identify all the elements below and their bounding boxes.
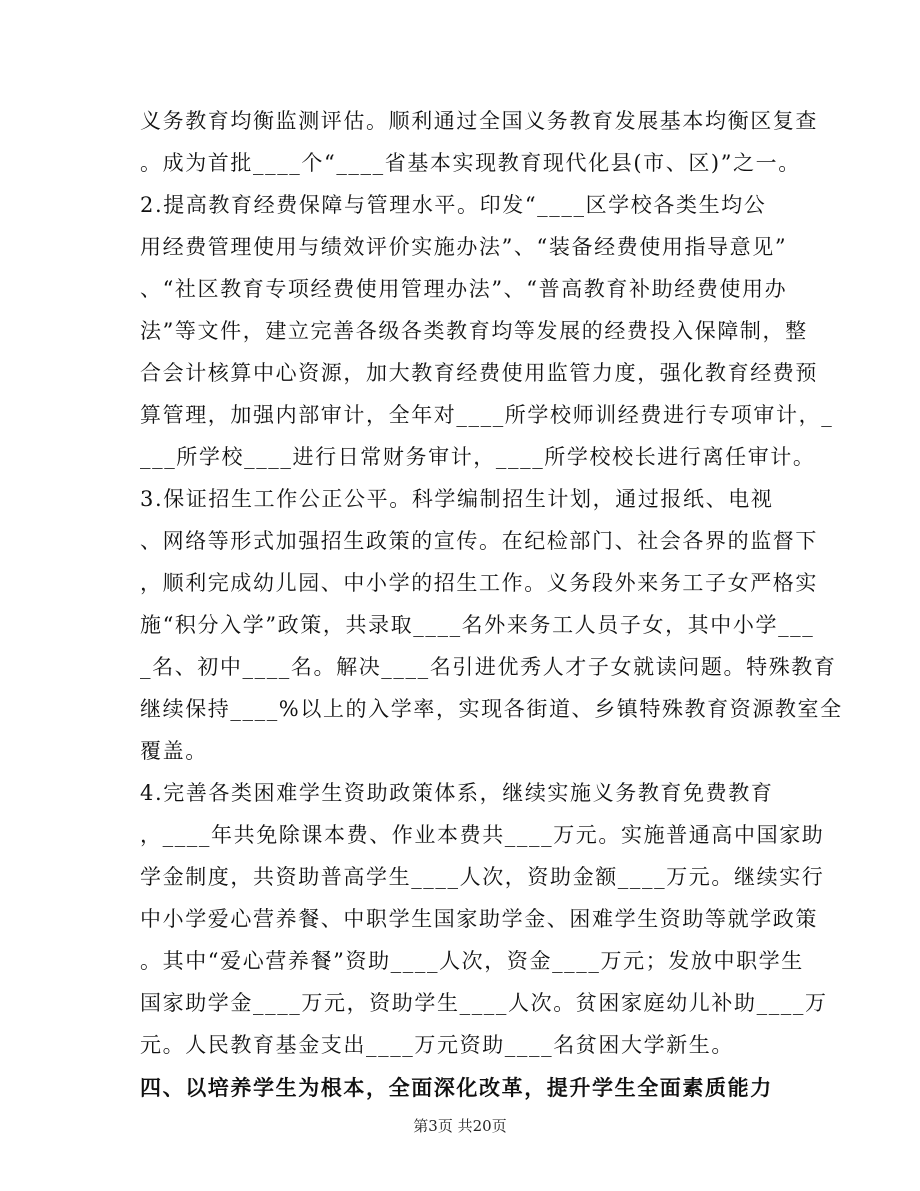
text-line: 义务教育均衡监测评估。顺利通过全国义务教育发展基本均衡区复查 bbox=[140, 109, 818, 133]
page-number-footer: 第3页 共20页 bbox=[413, 1117, 507, 1135]
text-line: 合会计核算中心资源，加大教育经费使用监管力度，强化教育经费预 bbox=[140, 361, 818, 385]
text-line: 。其中“爱心营养餐”资助____人次，资金____万元；发放中职学生 bbox=[140, 949, 804, 973]
text-line: 继续保持____%以上的入学率，实现各街道、乡镇特殊教育资源教室全 bbox=[140, 697, 843, 721]
text-line: 2.提高教育经费保障与管理水平。印发“____区学校各类生均公 bbox=[140, 193, 767, 217]
text-line: 学金制度，共资助普高学生____人次，资助金额____万元。继续实行 bbox=[140, 865, 825, 889]
text-line: 、网络等形式加强招生政策的宣传。在纪检部门、社会各界的监督下 bbox=[140, 529, 818, 553]
text-line: ___所学校____进行日常财务审计，____所学校校长进行离任审计。 bbox=[140, 445, 816, 469]
section-heading: 四、以培养学生为根本，全面深化改革，提升学生全面素质能力 bbox=[140, 1075, 773, 1100]
text-line: 。成为首批____个“____省基本实现教育现代化县(市、区)”之一。 bbox=[140, 151, 801, 175]
text-line: 、“社区教育专项经费使用管理办法”、“普高教育补助经费使用办 bbox=[140, 277, 788, 301]
text-line: 4.完善各类困难学生资助政策体系，继续实施义务教育免费教育 bbox=[140, 781, 774, 805]
text-line: 用经费管理使用与绩效评价实施办法”、“装备经费使用指导意见” bbox=[140, 235, 788, 259]
text-line: 3.保证招生工作公正公平。科学编制招生计划，通过报纸、电视 bbox=[140, 487, 774, 511]
text-line: ，顺利完成幼儿园、中小学的招生工作。义务段外来务工子女严格实 bbox=[140, 571, 818, 595]
text-line: 施“积分入学”政策，共录取____名外来务工人员子女，其中小学___ bbox=[140, 613, 815, 637]
text-line: ，____年共免除课本费、作业本费共____万元。实施普通高中国家助 bbox=[140, 823, 825, 847]
text-line: 法”等文件，建立完善各级各类教育均等发展的经费投入保障制，整 bbox=[140, 319, 808, 343]
text-line: 算管理，加强内部审计，全年对____所学校师训经费进行专项审计，_ bbox=[140, 403, 834, 427]
text-line: 国家助学金____万元，资助学生____人次。贫困家庭幼儿补助____万 bbox=[140, 991, 828, 1015]
text-line: 中小学爱心营养餐、中职学生国家助学金、困难学生资助等就学政策 bbox=[140, 907, 818, 931]
text-line: 覆盖。 bbox=[140, 739, 208, 763]
text-line: 元。人民教育基金支出____万元资助____名贫困大学新生。 bbox=[140, 1033, 734, 1057]
text-line: _名、初中____名。解决____名引进优秀人才子女就读问题。特殊教育 bbox=[140, 655, 837, 679]
